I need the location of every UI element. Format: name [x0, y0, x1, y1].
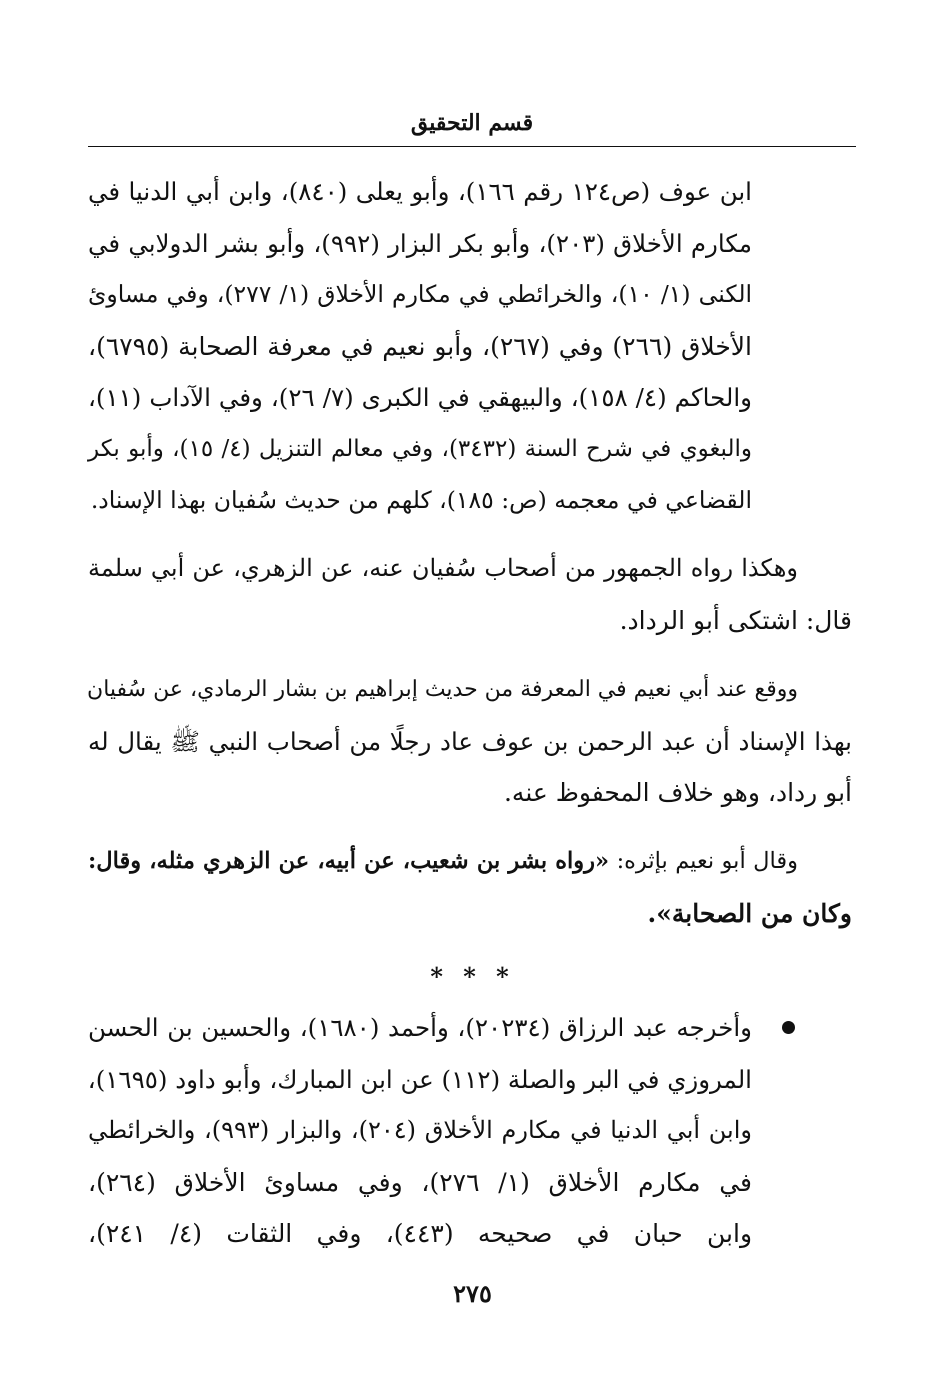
text-line: الأخلاق (٢٦٦) وفي (٢٦٧)، وأبو نعيم في معرفة الصحابة (٦٧٩٥)، [88, 331, 752, 361]
header-rule [88, 146, 856, 147]
page-number: ٢٧٥ [453, 1279, 492, 1308]
text-line: وهكذا رواه الجمهور من أصحاب سُفيان عنه، عن الزهري، عن أبي سلمة [88, 554, 798, 582]
text-line: المروزي في البر والصلة (١١٢) عن ابن المبارك، وأبو داود (١٦٩٥)، [87, 1064, 752, 1094]
text-line: وأخرجه عبد الرزاق (٢٠٢٣٤)، وأحمد (١٦٨٠)، والحسين بن الحسن [88, 1013, 752, 1042]
running-header-title: قسم التحقيق [410, 110, 534, 136]
paragraph-abu-nuaym [88, 664, 852, 819]
paragraph-takhrij [88, 1002, 752, 1260]
quote-bold: «رواه بشر بن شعيب، عن أبيه، عن الزهري مثله، وقال: [88, 848, 610, 874]
text-line: والبغوي في شرح السنة (٣٤٣٢)، وفي معالم التنزيل (٤/ ١٥)، وأبو بكر [88, 435, 753, 462]
text-line: قال: اشتكى أبو الرداد. [619, 605, 852, 635]
text-line [88, 836, 852, 888]
text-line: الكنى (١/ ١٠)، والخرائطي في مكارم الأخلاق (١/ ٢٧٧)، وفي مساوئ [88, 280, 753, 308]
text-line [88, 888, 852, 940]
quote-intro: وقال أبو نعيم بإثره: [609, 848, 798, 874]
text-line: بهذا الإسناد أن عبد الرحمن بن عوف عاد رجلًا من أصحاب النبي ﷺ يقال له [88, 726, 852, 756]
paragraph-quotation [88, 836, 852, 939]
text-line: القضاعي في معجمه (ص: ١٨٥)، كلهم من حديث سُفيان بهذا الإسناد. [90, 486, 752, 514]
text-line: والحاكم (٤/ ١٥٨)، والبيهقي في الكبرى (٧/ ٢٦)، وفي الآداب (١١)، [88, 383, 753, 412]
text-line: ووقع عند أبي نعيم في المعرفة من حديث إبراهيم بن بشار الرمادي، عن سُفيان [87, 677, 798, 702]
text-line: وابن حبان في صحيحه (٤٤٣)، وفي الثقات (٤/ ٢٤١)، [88, 1219, 753, 1248]
text-line: ابن عوف (ص١٢٤ رقم ١٦٦)، وأبو يعلى (٨٤٠)، وابن أبي الدنيا في [88, 177, 752, 206]
text-line: وابن أبي الدنيا في مكارم الأخلاق (٢٠٤)، والبزار (٩٩٣)، والخرائطي [88, 1116, 752, 1144]
section-separator: * * * [430, 962, 515, 991]
text-line: مكارم الأخلاق (٢٠٣)، وأبو بكر البزار (٩٩٢)، وأبو بشر الدولابي في [88, 228, 752, 258]
text-line: أبو رداد، وهو خلاف المحفوظ عنه. [503, 778, 852, 807]
quote-bold: وكان من الصحابة» [656, 898, 852, 928]
bullet-icon [782, 1021, 795, 1034]
quote-end: . [647, 898, 657, 928]
paragraph-jumhur [88, 543, 852, 646]
text-line: في مكارم الأخلاق (١/ ٢٧٦)، وفي مساوئ الأخلاق (٢٦٤)، [88, 1167, 752, 1197]
paragraph-citations [88, 166, 752, 527]
